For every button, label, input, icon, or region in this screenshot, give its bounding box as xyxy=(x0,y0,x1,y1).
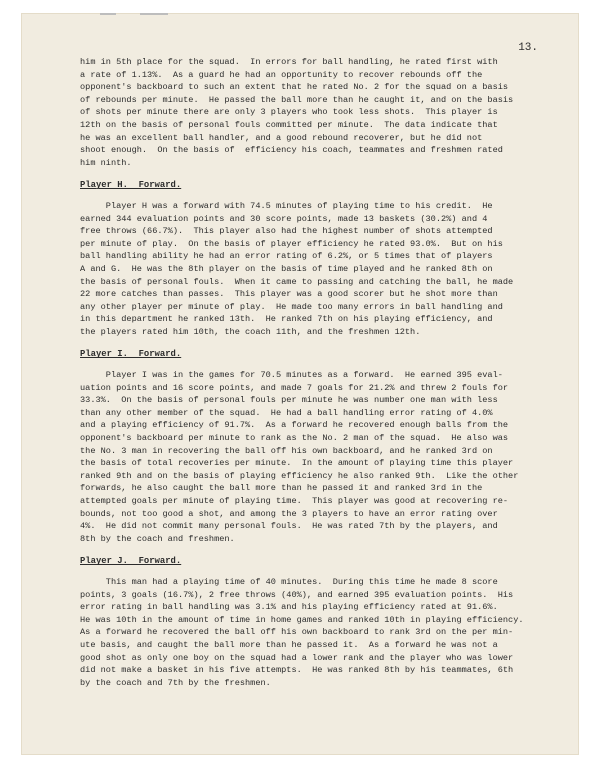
text-line: him in 5th place for the squad. In errors for ball handling, he rated first with xyxy=(80,57,498,67)
page-number: 13. xyxy=(518,42,538,54)
text-line: opponent's backboard to such an extent that he rated No. 2 for the squad on a basis xyxy=(80,82,509,93)
text-line: 4%. He did not commit many personal fouls. He was rated 7th by the players, and xyxy=(80,521,498,532)
text-line: points, 3 goals (16.7%), 2 free throws (40%), and earned 395 evaluation points. His xyxy=(80,589,514,600)
text-line: any other player per minute of play. He made too many errors in ball handling and xyxy=(80,301,503,312)
text-line: He was 10th in the amount of time in home games and ranked 10th in playing efficiency. xyxy=(80,614,524,625)
document-body xyxy=(80,56,530,689)
text-line: a rate of 1.13%. As a guard he had an opportunity to recover rebounds off the xyxy=(80,69,483,80)
text-line: ball handling ability he had an error rating of 6.2%, or 5 times that of players xyxy=(80,251,493,262)
player-i-paragraph xyxy=(80,369,530,545)
text-line: 22 more catches than passes. This player was a good scorer but he shot more than xyxy=(80,289,498,300)
text-line: Player H was a forward with 74.5 minutes of playing time to his credit. He xyxy=(80,200,493,211)
text-line: good shot as only one boy on the squad had a lower rank and the player who was lower xyxy=(80,652,514,663)
section-heading-player-j: Player J. Forward. xyxy=(80,556,182,567)
text-line: the players rated him 10th, the coach 11th, and the freshmen 12th. xyxy=(80,326,421,337)
player-h-paragraph xyxy=(80,200,530,339)
text-line: 12th on the basis of personal fouls committed per minute. The data indicate that xyxy=(80,119,498,130)
document-page xyxy=(22,14,578,754)
intro-paragraph xyxy=(80,56,530,169)
text-line: shoot enough. On the basis of efficiency his coach, teammates and freshmen rated xyxy=(80,145,503,156)
text-line: in this department he ranked 13th. He ranked 7th on his playing efficiency, and xyxy=(80,314,493,325)
top-edge-mark xyxy=(140,13,168,15)
text-line: than any other member of the squad. He had a ball handling error rating of 4.0% xyxy=(80,407,493,418)
text-line: 8th by the coach and freshmen. xyxy=(80,533,235,544)
text-line: free throws (66.7%). This player also had the highest number of shots attempted xyxy=(80,226,493,237)
top-edge-mark xyxy=(100,13,116,15)
text-line: As a forward he recovered the ball off his own backboard to rank 3rd on the per min- xyxy=(80,627,514,638)
text-line: 33.3%. On the basis of personal fouls per minute he was number one man with less xyxy=(80,395,498,406)
text-line: the basis of personal fouls. When it came to passing and catching the ball, he made xyxy=(80,276,514,287)
text-line: the basis of total recoveries per minute. In the amount of playing time this player xyxy=(80,458,514,469)
text-line: ute basis, and caught the ball more than he passed it. As a forward he was not a xyxy=(80,639,498,650)
player-j-paragraph xyxy=(80,576,530,689)
text-line: forwards, he also caught the ball more than he passed it and ranked 3rd in the xyxy=(80,483,483,494)
text-line: uation points and 16 score points, and made 7 goals for 21.2% and threw 2 fouls for xyxy=(80,382,509,393)
section-heading-player-i: Player I. Forward. xyxy=(80,349,182,360)
text-line: him ninth. xyxy=(80,157,132,168)
text-line: bounds, not too good a shot, and among the 3 players to have an error rating over xyxy=(80,508,498,519)
text-line: Player I was in the games for 70.5 minutes as a forward. He earned 395 eval- xyxy=(80,370,503,381)
text-line: of rebounds per minute. He passed the ball more than he caught it, and on the basis xyxy=(80,94,514,105)
text-line: earned 344 evaluation points and 30 score points, made 13 baskets (30.2%) and 4 xyxy=(80,213,488,224)
text-line: did not make a basket in his five attempts. He was ranked 8th by his teammates, 6th xyxy=(80,665,514,676)
text-line: error rating in ball handling was 3.1% and his playing efficiency rated at 91.6%. xyxy=(80,602,498,613)
text-line: ranked 9th and on the basis of playing efficiency he also ranked 9th. Like the other xyxy=(80,470,519,481)
text-line: attempted goals per minute of playing time. This player was good at recovering re- xyxy=(80,496,509,506)
text-line: and a playing efficiency of 91.7%. As a forward he recovered enough balls from the xyxy=(80,420,509,431)
text-line: This man had a playing time of 40 minutes. During this time he made 8 score xyxy=(80,576,498,587)
text-line: A and G. He was the 8th player on the basis of time played and he ranked 8th on xyxy=(80,263,493,274)
text-line: by the coach and 7th by the freshmen. xyxy=(80,677,271,688)
section-heading-player-h: Player H. Forward. xyxy=(80,180,182,191)
text-line: he was an excellent ball handler, and a good rebound recoverer, but he did not xyxy=(80,132,483,143)
text-line: opponent's backboard per minute to rank as the No. 2 man of the squad. He also was xyxy=(80,433,509,444)
text-line: of shots per minute there are only 3 players who took less shots. This player is xyxy=(80,107,498,118)
text-line: the No. 3 man in recovering the ball off his own backboard, and he ranked 3rd on xyxy=(80,445,493,456)
text-line: per minute of play. On the basis of player efficiency he rated 93.0%. But on his xyxy=(80,238,503,249)
